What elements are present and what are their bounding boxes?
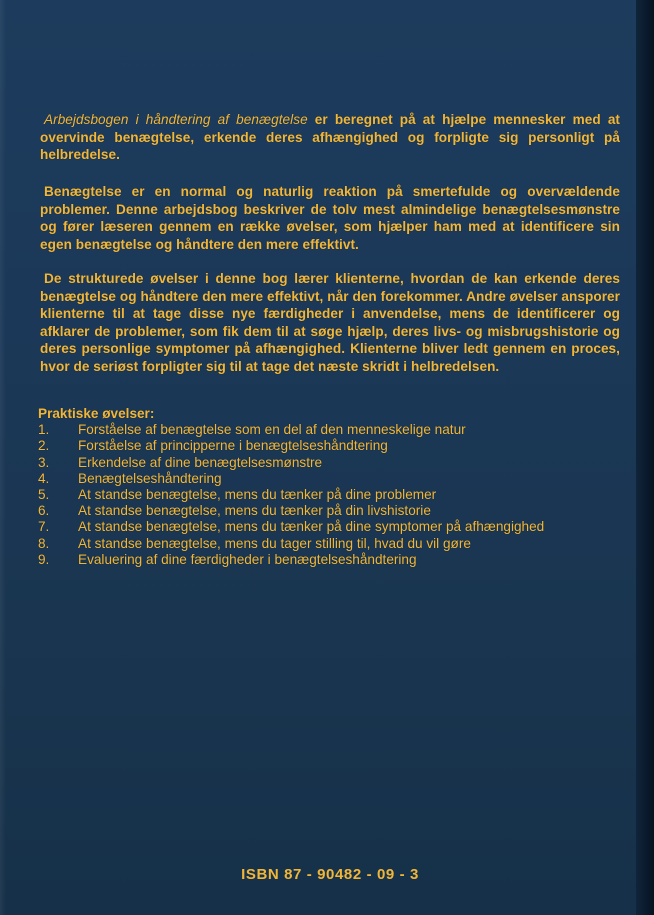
exercise-number: 4. <box>38 470 50 486</box>
exercise-item <box>38 503 618 519</box>
exercises-paragraph <box>40 270 620 375</box>
exercise-text: At standse benægtelse, mens du tænker på dine problemer <box>78 487 437 503</box>
exercise-number: 2. <box>38 438 50 454</box>
exercise-item <box>38 552 618 568</box>
exercise-list <box>38 422 618 568</box>
cover-right-edge <box>636 0 654 915</box>
exercise-item <box>38 471 618 487</box>
exercise-text: At standse benægtelse, mens du tænker på dine symptomer på afhængighed <box>78 519 545 535</box>
book-title-italic: Arbejdsbogen i håndtering af benægtelse <box>44 112 308 127</box>
exercise-number: 5. <box>38 487 50 503</box>
exercise-text: At standse benægtelse, mens du tænker på din livshistorie <box>78 503 431 519</box>
description-text <box>40 183 620 253</box>
exercise-item <box>38 519 618 535</box>
exercise-section <box>38 406 618 568</box>
exercise-item <box>38 455 618 471</box>
exercise-text: Benægtelseshåndtering <box>78 470 222 486</box>
description-paragraph <box>40 183 620 253</box>
exercise-item <box>38 536 618 552</box>
exercise-item <box>38 487 618 503</box>
exercise-heading: Praktiske øvelser: <box>38 406 155 421</box>
exercises-description-body: De strukturede øvelser i denne bog lærer klienterne, hvordan de kan erkende deres benægtelse og håndtere den mere effektivt, når den forekommer. Andre øvelser ansporer klienterne til at tage disse nye færdigheder i anvendelse, mens de identificerer og afklarer de problemer, som fik dem til at søge hjælp, deres livs- og misbrugshistorie og deres personlige symptomer på afhængighed. Klienterne bliver ledt gennem en proces, hvor de seriøst forpligter sig til at tage det næste skridt i helbredelsen. <box>40 271 620 374</box>
exercise-number: 8. <box>38 535 50 551</box>
exercise-number: 6. <box>38 503 50 519</box>
exercise-text: Erkendelse af dine benægtelsesmønstre <box>78 454 323 470</box>
intro-text <box>40 111 620 164</box>
exercise-number: 1. <box>38 422 50 438</box>
exercise-number: 7. <box>38 519 50 535</box>
intro-paragraph <box>40 111 620 164</box>
exercise-text: Evaluering af dine færdigheder i benægtelseshåndtering <box>78 551 417 567</box>
isbn-number: ISBN 87 - 90482 - 09 - 3 <box>241 866 419 883</box>
exercise-number: 9. <box>38 551 50 567</box>
exercise-text: Forståelse af principperne i benægtelseshåndtering <box>78 438 388 454</box>
exercise-text: At standse benægtelse, mens du tager stilling til, hvad du vil gøre <box>78 535 471 551</box>
exercise-item <box>38 438 618 454</box>
exercise-item <box>38 422 618 438</box>
intro-body: er beregnet på at hjælpe mennesker med at overvinde benægtelse, erkende deres afhængighed og forpligte sig personligt på helbredelse. <box>40 112 621 162</box>
exercise-number: 3. <box>38 454 50 470</box>
description-body: Benægtelse er en normal og naturlig reaktion på smertefulde og overvældende problemer. Denne arbejdsbog beskriver de tolv mest almindelige benægtelsesmønstre og fører læseren gennem en række øvelser, som hjælper ham med at identificere sin egen benægtelse og håndtere den mere effektivt. <box>40 184 620 252</box>
exercise-text: Forståelse af benægtelse som en del af den menneskelige natur <box>78 422 466 438</box>
exercises-description-text <box>40 270 620 375</box>
